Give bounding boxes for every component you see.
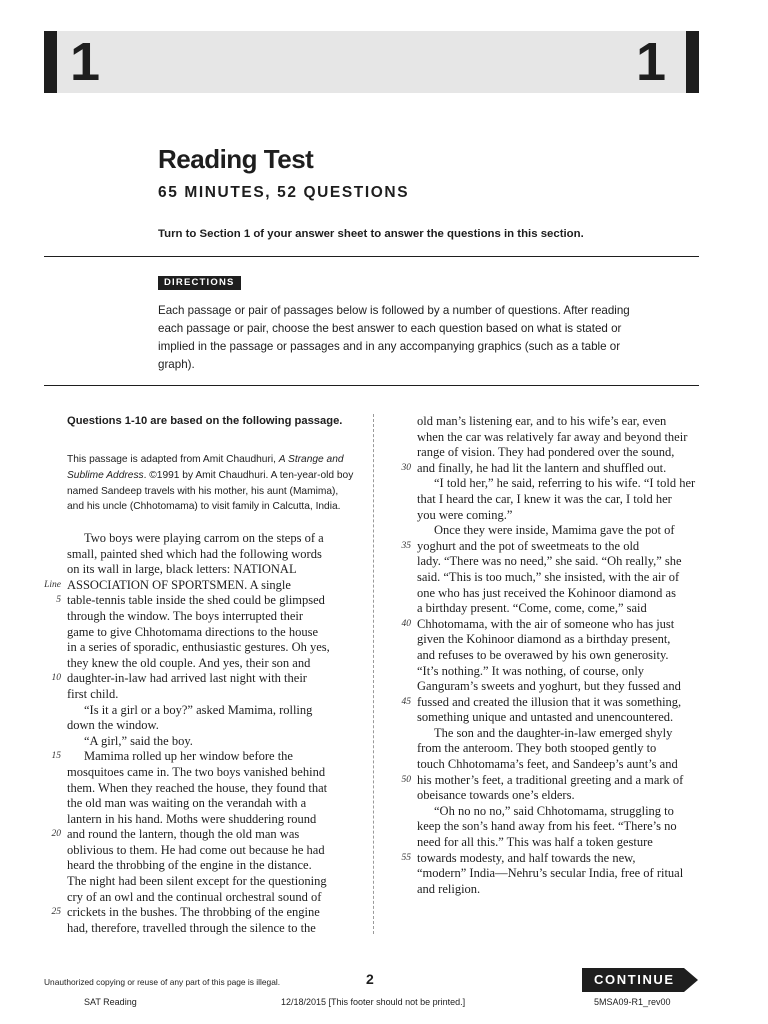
passage-line-text: touch Chhotomama’s feet, and Sandeep’s aunt’s and xyxy=(417,757,678,772)
section-header-right-bar xyxy=(686,31,699,93)
passage-question-range-heading: Questions 1-10 are based on the following passage. xyxy=(67,415,343,427)
divider-rule xyxy=(44,256,699,257)
passage-line xyxy=(401,772,707,789)
passage-line-text: daughter-in-law had arrived last night with their xyxy=(67,671,307,686)
passage-line-text: keep the son’s hand away from his feet. “There’s no xyxy=(417,819,677,834)
line-number: 45 xyxy=(401,696,411,707)
footer-document-code: 5MSA09-R1_rev00 xyxy=(594,997,671,1007)
passage-line-text: on its wall in large, black letters: NATIONAL xyxy=(67,562,297,577)
passage-line xyxy=(401,460,707,477)
line-number: 40 xyxy=(401,618,411,629)
passage-line-text: his mother’s feet, a traditional greeting and a mark of xyxy=(417,772,684,787)
passage-line-text: “A girl,” said the boy. xyxy=(84,733,193,748)
passage-line-text: one who has just received the Kohinoor diamond as xyxy=(417,585,676,600)
passage-line xyxy=(417,508,707,524)
passage-line xyxy=(417,664,707,680)
passage-line-text: ASSOCIATION OF SPORTSMEN. A single xyxy=(67,577,291,592)
passage-line-text: a birthday present. “Come, come, come,” said xyxy=(417,601,647,616)
intro-book-title: A Strange and Sublime Address xyxy=(67,454,344,481)
passage-line-text: when the car was relatively far away and beyond their xyxy=(417,429,688,444)
passage-line xyxy=(401,850,707,867)
passage-line xyxy=(417,476,707,492)
passage-line-text: “I told her,” he said, referring to his wife. “I told her xyxy=(434,476,696,491)
intro-text-post: . ©1991 by Amit Chaudhuri. A ten-year-old boy named Sandeep travels with his mother, his aunt (Mamima), and his uncle (Chhotomama) to visit family in Calcutta, India. xyxy=(67,469,354,513)
passage-line xyxy=(401,616,707,633)
passage-line-text: they knew the old couple. And yes, their son and xyxy=(67,655,311,670)
passage-line xyxy=(67,858,357,874)
passage-line-text: “modern” India—Nehru’s secular India, free of ritual xyxy=(417,866,684,881)
passage-line xyxy=(417,757,707,773)
passage-line-text: table-tennis table inside the shed could be glimpsed xyxy=(67,593,325,608)
section-number-left: 1 xyxy=(70,32,101,92)
passage-line-text: old man’s listening ear, and to his wife’s ear, even xyxy=(417,414,667,428)
passage-line xyxy=(417,788,707,804)
passage-line-text: something unique and untasted and unencountered. xyxy=(417,710,674,725)
passage-line xyxy=(417,835,707,851)
passage-line xyxy=(67,796,357,812)
passage-line xyxy=(51,827,357,843)
passage-line-text: through the window. The boys interrupted their xyxy=(67,608,304,623)
passage-column-right xyxy=(401,414,707,897)
answer-sheet-instruction: Turn to Section 1 of your answer sheet to answer the questions in this section. xyxy=(158,228,584,240)
passage-line-text: and refuses to be overawed by his own generosity. xyxy=(417,647,669,662)
passage-line xyxy=(417,819,707,835)
line-number: 35 xyxy=(401,540,411,551)
passage-line xyxy=(67,609,357,625)
passage-line xyxy=(44,577,357,594)
test-duration-subtitle: 65 MINUTES, 52 QUESTIONS xyxy=(158,184,410,201)
passage-line-text: lady. “There was no need,” she said. “Oh really,” she xyxy=(417,554,682,569)
passage-line xyxy=(417,882,707,898)
passage-line-text: need for all this.” This was half a token gesture xyxy=(417,835,653,850)
passage-line xyxy=(417,804,707,820)
passage-line xyxy=(67,734,357,750)
passage-column-left xyxy=(44,531,357,936)
passage-line-text: Two boys were playing carrom on the steps of a xyxy=(84,531,324,545)
passage-line-text: The son and the daughter-in-law emerged shyly xyxy=(434,725,673,740)
passage-line-text: towards modesty, and half towards the new, xyxy=(417,850,636,865)
passage-line xyxy=(67,687,357,703)
footer-subject: SAT Reading xyxy=(84,997,137,1007)
line-number: Line xyxy=(44,579,61,590)
passage-line xyxy=(401,538,707,555)
passage-line-text: given the Kohinoor diamond as a birthday present, xyxy=(417,632,671,647)
passage-line-text: “It’s nothing.” It was nothing, of course, only xyxy=(417,663,645,678)
passage-line xyxy=(67,718,357,734)
page-title: Reading Test xyxy=(158,144,314,174)
passage-line-text: lantern in his hand. Moths were shuddering round xyxy=(67,811,317,826)
passage-line xyxy=(417,414,707,430)
passage-line xyxy=(417,648,707,664)
passage-line-text: obeisance towards one’s elders. xyxy=(417,788,575,803)
passage-line-text: in a series of sporadic, enthusiastic gestures. Oh yes, xyxy=(67,640,330,655)
section-header-left-bar xyxy=(44,31,57,93)
passage-line xyxy=(417,632,707,648)
line-number: 50 xyxy=(401,774,411,785)
passage-line-text: the old man was waiting on the verandah with a xyxy=(67,796,307,811)
passage-line xyxy=(67,625,357,641)
line-number: 55 xyxy=(401,852,411,863)
line-number: 25 xyxy=(51,907,61,918)
passage-line xyxy=(417,710,707,726)
passage-line xyxy=(67,640,357,656)
passage-line-text: had, therefore, travelled through the silence to the xyxy=(67,920,316,935)
passage-line xyxy=(67,843,357,859)
passage-line-text: you were coming.” xyxy=(417,507,513,522)
passage-line-text: Mamima rolled up her window before the xyxy=(84,749,293,764)
passage-line-text: that I heard the car, I knew it was the car, I told her xyxy=(417,491,672,506)
directions-text: Each passage or pair of passages below is followed by a number of questions. After reading each passage or pair, choose the best answer to each question based on what is stated or implied in the passage or passages and in any accompanying graphics (such as a table or graph). xyxy=(158,304,630,371)
passage-line-text: and religion. xyxy=(417,881,481,896)
passage-line-text: “Oh no no no,” said Chhotomama, struggling to xyxy=(434,803,674,818)
passage-line-text: game to give Chhotomama directions to the house xyxy=(67,624,318,639)
passage-line xyxy=(417,570,707,586)
passage-line-text: cry of an owl and the continual orchestral sound of xyxy=(67,889,322,904)
passage-line xyxy=(417,554,707,570)
passage-line xyxy=(417,523,707,539)
passage-line xyxy=(67,890,357,906)
passage-line-text: said. “This is too much,” she insisted, with the air of xyxy=(417,569,680,584)
passage-line xyxy=(67,656,357,672)
line-number: 20 xyxy=(51,829,61,840)
line-number: 15 xyxy=(51,751,61,762)
passage-line-text: mosquitoes came in. The two boys vanished behind xyxy=(67,764,326,779)
continue-label: CONTINUE xyxy=(594,972,675,987)
passage-line-text: Once they were inside, Mamima gave the pot of xyxy=(434,523,675,538)
passage-line xyxy=(67,547,357,563)
line-number: 10 xyxy=(51,673,61,684)
passage-line-text: them. When they reached the house, they found that xyxy=(67,780,328,795)
passage-line-text: Chhotomama, with the air of someone who has just xyxy=(417,616,675,631)
passage-line-text: “Is it a girl or a boy?” asked Mamima, rolling xyxy=(84,702,313,717)
line-number: 30 xyxy=(401,462,411,473)
passage-line xyxy=(417,586,707,602)
passage-intro xyxy=(67,452,355,515)
section-header-band xyxy=(44,31,699,93)
passage-line-text: down the window. xyxy=(67,718,159,733)
passage-line-text: and round the lantern, though the old man was xyxy=(67,827,300,842)
passage-line-text: The night had been silent except for the questioning xyxy=(67,874,327,889)
passage-line xyxy=(67,781,357,797)
passage-line xyxy=(417,492,707,508)
passage-line-text: yoghurt and the pot of sweetmeats to the old xyxy=(417,538,640,553)
passage-line xyxy=(67,765,357,781)
passage-line xyxy=(417,741,707,757)
passage-line-text: first child. xyxy=(67,686,119,701)
passage-line xyxy=(67,703,357,719)
passage-line xyxy=(417,601,707,617)
passage-line xyxy=(417,430,707,446)
passage-line-text: small, painted shed which had the following words xyxy=(67,546,322,561)
passage-line-text: oblivious to them. He had come out because he had xyxy=(67,842,325,857)
passage-line xyxy=(51,749,357,765)
divider-rule xyxy=(44,385,699,386)
passage-line-text: Ganguram’s sweets and yoghurt, but they fussed and xyxy=(417,679,681,694)
page-number: 2 xyxy=(366,971,374,987)
passage-line-text: fussed and created the illusion that it was something, xyxy=(417,694,682,709)
passage-line xyxy=(401,694,707,711)
directions-badge: DIRECTIONS xyxy=(158,276,241,290)
passage-line xyxy=(417,445,707,461)
footer-print-note: 12/18/2015 [This footer should not be printed.] xyxy=(281,997,466,1007)
copyright-notice: Unauthorized copying or reuse of any part of this page is illegal. xyxy=(44,977,281,987)
passage-line-text: range of vision. They had pondered over the sound, xyxy=(417,445,675,460)
continue-banner xyxy=(582,968,698,992)
passage-line-text: and finally, he had lit the lantern and shuffled out. xyxy=(417,460,667,475)
passage-line xyxy=(67,874,357,890)
passage-line xyxy=(67,921,357,937)
passage-line-text: from the anteroom. They both stooped gently to xyxy=(417,741,657,756)
passage-line xyxy=(417,726,707,742)
passage-line xyxy=(67,562,357,578)
passage-line xyxy=(67,531,357,547)
passage-line xyxy=(51,905,357,921)
passage-line xyxy=(51,671,357,687)
passage-line xyxy=(417,679,707,695)
passage-line-text: heard the throbbing of the engine in the distance. xyxy=(67,858,312,873)
column-divider xyxy=(373,414,374,934)
section-number-right: 1 xyxy=(636,32,667,92)
intro-text-pre: This passage is adapted from Amit Chaudhuri, xyxy=(67,454,279,465)
passage-line xyxy=(67,812,357,828)
passage-line-text: crickets in the bushes. The throbbing of the engine xyxy=(67,905,320,920)
passage-line xyxy=(417,866,707,882)
passage-line xyxy=(56,593,357,609)
line-number: 5 xyxy=(56,595,61,606)
